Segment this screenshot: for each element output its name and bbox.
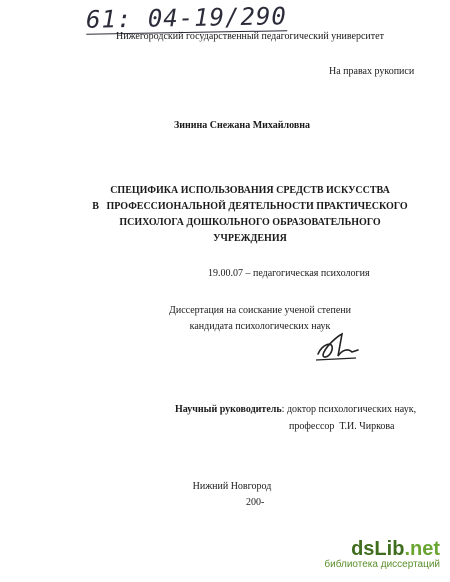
title-line: УЧРЕЖДЕНИЯ (213, 233, 287, 244)
supervisor-line (175, 404, 416, 415)
watermark-logo[interactable] (324, 538, 440, 561)
watermark[interactable] (324, 538, 440, 570)
degree-line: Диссертация на соискание ученой степени (169, 305, 351, 316)
supervisor-label: Научный руководитель (175, 404, 282, 415)
author-name: Зинина Снежана Михайловна (173, 120, 311, 131)
watermark-logo-main: dsLib (351, 538, 405, 560)
title-line: В ПРОФЕССИОНАЛЬНОЙ ДЕЯТЕЛЬНОСТИ ПРАКТИЧЕСКОГО (92, 201, 408, 212)
dissertation-title (90, 183, 410, 247)
title-line: ПСИХОЛОГА ДОШКОЛЬНОГО ОБРАЗОВАТЕЛЬНОГО (119, 217, 381, 228)
city: Нижний Новгород (192, 481, 272, 492)
signature-mark (312, 330, 362, 364)
supervisor-degree: : доктор психологических наук, (281, 404, 417, 415)
supervisor-name: профессор Т.И. Чиркова (289, 421, 395, 432)
watermark-logo-tld: .net (404, 538, 440, 560)
rights-note: На правах рукописи (329, 66, 415, 77)
year: 200- (246, 497, 265, 508)
specialty-code: 19.00.07 – педагогическая психология (208, 268, 370, 279)
degree-line: кандидата психологических наук (189, 321, 331, 332)
university-name: Нижегородский государственный педагогический университет (116, 31, 384, 42)
title-line: СПЕЦИФИКА ИСПОЛЬЗОВАНИЯ СРЕДСТВ ИСКУССТВА (110, 185, 390, 196)
archive-code-handwritten: 61: 04-19/290 (85, 2, 288, 34)
watermark-subtitle: библиотека диссертаций (324, 559, 440, 570)
